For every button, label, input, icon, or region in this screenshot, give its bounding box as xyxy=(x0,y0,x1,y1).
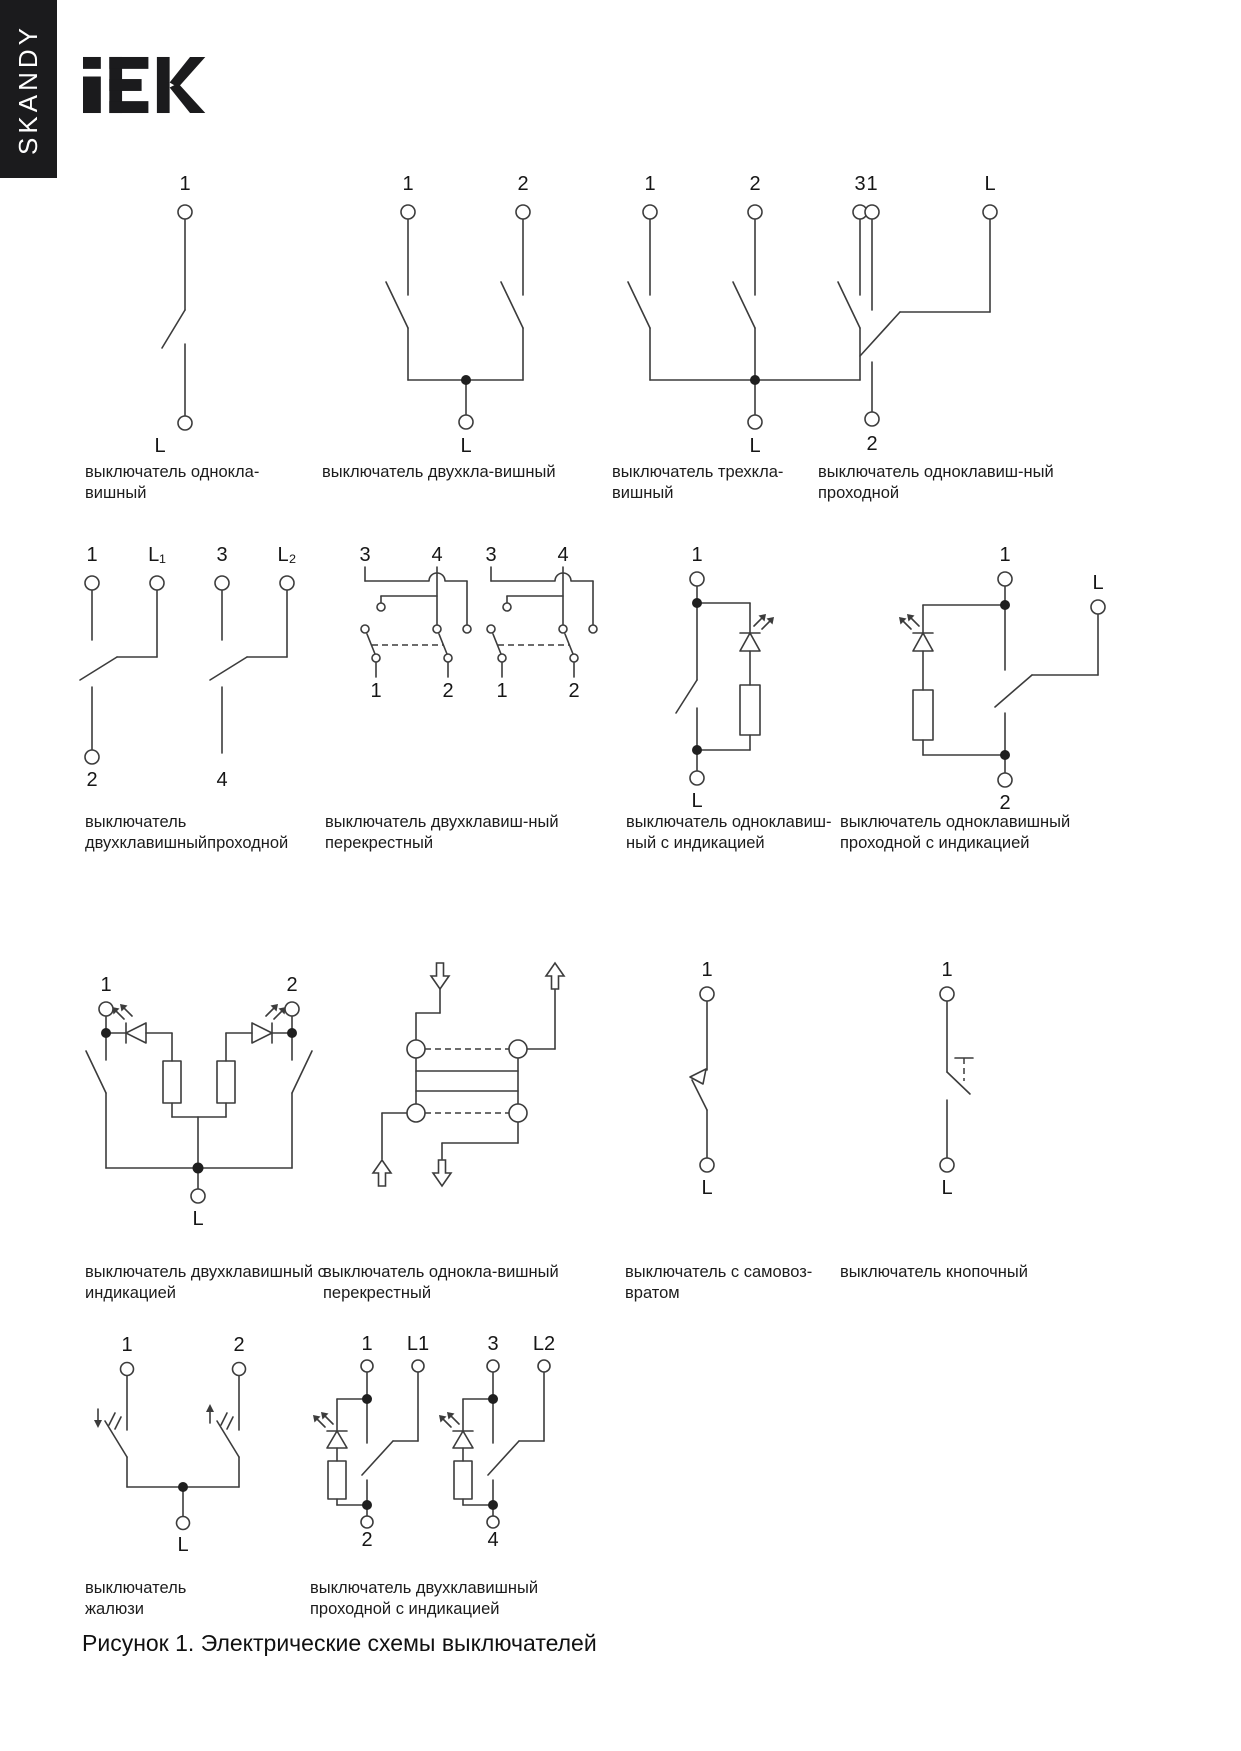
resistor-symbol xyxy=(217,1061,235,1103)
switch-lever-icon xyxy=(86,1051,106,1093)
terminal-label: 2 xyxy=(568,680,580,702)
diagram-caption xyxy=(85,812,330,854)
diagram-blinds-switch xyxy=(84,1335,314,1560)
junction-dot xyxy=(362,1500,372,1510)
switch-lever-icon xyxy=(676,680,697,713)
contact-circle xyxy=(503,603,511,611)
arrow-up-icon xyxy=(546,963,564,989)
terminal-label: L xyxy=(460,435,472,457)
junction-dot xyxy=(488,1394,498,1404)
terminal-label: L₁ xyxy=(148,544,166,566)
diagram-two-gang-two-way-switch xyxy=(72,545,312,795)
diagram-two-gang-intermediate-switch xyxy=(345,545,605,710)
terminal-circle xyxy=(998,773,1012,787)
terminal-label: 3 xyxy=(216,544,228,566)
switch-lever-icon xyxy=(493,634,501,654)
caption-line: выключатель однокла-вишный xyxy=(323,1263,559,1281)
wires xyxy=(947,1001,973,1158)
terminal-circle xyxy=(401,205,415,219)
switch-lever-icon xyxy=(860,312,900,356)
contact-circle xyxy=(444,654,452,662)
terminal-label: 1 xyxy=(361,1333,373,1355)
terminal-label: 1 xyxy=(86,544,98,566)
contact-circle xyxy=(570,654,578,662)
diagram-caption xyxy=(85,462,320,504)
terminal-label: 2 xyxy=(866,433,878,455)
terminal-label: L xyxy=(192,1208,204,1230)
terminal-label: 2 xyxy=(86,769,98,791)
arrow-up-icon xyxy=(373,1160,391,1186)
diagram-two-gang-switch-with-indicator xyxy=(84,975,354,1230)
wires xyxy=(80,590,287,753)
terminal-label: 3 xyxy=(485,544,497,566)
diagram-caption xyxy=(322,462,557,483)
switch-lever-icon xyxy=(733,282,755,328)
terminal-circle xyxy=(285,1002,299,1016)
caption-line: ный с индикацией xyxy=(626,834,765,853)
contact-circle xyxy=(377,603,385,611)
junction-dot xyxy=(750,375,760,385)
terminal-circle xyxy=(865,205,879,219)
junction-dot xyxy=(362,1394,372,1404)
contact-circle xyxy=(487,625,495,633)
contact-circle xyxy=(559,625,567,633)
caption-line: выключатель одноклавиш-ный xyxy=(818,463,1054,481)
terminal-label: 3 xyxy=(359,544,371,566)
figure-caption: Рисунок 1. Электрические схемы выключателей xyxy=(82,1630,597,1656)
terminal-circle xyxy=(690,572,704,586)
caption-line: перекрестный xyxy=(323,1284,432,1303)
terminal-circle xyxy=(233,1363,246,1376)
caption-line: жалюзи xyxy=(85,1600,144,1619)
terminal-circle xyxy=(487,1516,499,1528)
terminal-circle xyxy=(178,205,192,219)
caption-line: двухклавишныйпроходной xyxy=(85,834,289,853)
junction-dot xyxy=(692,745,702,755)
arrow-down-head xyxy=(94,1420,102,1428)
switch-lever-icon xyxy=(292,1051,312,1093)
diagram-caption xyxy=(85,1578,295,1620)
switch-lever-icon xyxy=(565,634,573,654)
caption-line: выключатель двухклавишный xyxy=(310,1579,539,1597)
contact-circle xyxy=(509,1040,527,1058)
terminal-label: L₂ xyxy=(277,544,297,566)
diagram-momentary-switch xyxy=(640,960,770,1200)
led-icon xyxy=(126,1023,146,1043)
switch-lever-icon xyxy=(628,282,650,328)
junction-dot xyxy=(461,375,471,385)
terminal-label: 2 xyxy=(233,1334,245,1356)
caption-line: выключатель с самовоз- xyxy=(625,1263,813,1281)
caption-line: проходной с индикацией xyxy=(310,1600,500,1619)
terminal-label: L1 xyxy=(406,1333,430,1355)
contact-circle xyxy=(407,1104,425,1122)
diagram-caption xyxy=(612,462,837,504)
terminal-label: L2 xyxy=(532,1333,556,1355)
terminal-circle xyxy=(215,576,229,590)
wires xyxy=(676,586,760,771)
terminal-circle xyxy=(940,987,954,1001)
junction-dot xyxy=(178,1482,188,1492)
switch-lever-icon xyxy=(439,634,447,654)
led-icon xyxy=(252,1023,272,1043)
switch-lever-icon xyxy=(692,1080,707,1110)
terminal-label: 1 xyxy=(941,959,953,981)
diagram-caption xyxy=(840,812,1100,854)
junction-dot xyxy=(193,1163,204,1174)
led-icon xyxy=(453,1431,473,1448)
iek-logo xyxy=(83,55,207,115)
switch-lever-icon xyxy=(995,675,1032,707)
junction-dot xyxy=(287,1028,297,1038)
wires xyxy=(162,219,185,416)
resistor-symbol xyxy=(454,1461,472,1499)
terminal-label: 1 xyxy=(644,173,656,195)
terminal-circle xyxy=(361,1516,373,1528)
terminal-circle xyxy=(412,1360,424,1372)
terminal-label: L xyxy=(691,790,703,812)
caption-line: выключатель двухкла-вишный xyxy=(322,463,556,481)
contact-circle xyxy=(589,625,597,633)
terminal-circle xyxy=(487,1360,499,1372)
terminal-circle xyxy=(459,415,473,429)
resistor-symbol xyxy=(328,1461,346,1499)
banner-label: SKANDY xyxy=(13,23,44,155)
terminal-circle xyxy=(700,987,714,1001)
wires xyxy=(386,219,523,415)
diagram-caption xyxy=(310,1578,580,1620)
terminal-circle xyxy=(121,1363,134,1376)
caption-line: выключатель кнопочный xyxy=(840,1263,1028,1281)
terminal-label: 1 xyxy=(121,1334,133,1356)
terminal-label: 1 xyxy=(701,959,713,981)
caption-line: перекрестный xyxy=(325,834,434,853)
terminal-label: 1 xyxy=(402,173,414,195)
contact-circle xyxy=(498,654,506,662)
wire-crossover-hop xyxy=(491,573,593,581)
diagram-one-gang-two-way-switch xyxy=(830,160,1020,460)
junction-dot xyxy=(101,1028,111,1038)
terminal-label: 2 xyxy=(361,1529,373,1551)
caption-line: выключатель xyxy=(85,813,187,831)
terminal-label: 2 xyxy=(286,974,298,996)
caption-line: выключатель двухклавишный с xyxy=(85,1263,326,1281)
wires xyxy=(913,586,1098,773)
contact-circle xyxy=(407,1040,425,1058)
wires xyxy=(628,219,860,415)
diagram-caption xyxy=(626,812,841,854)
switch-lever-icon xyxy=(367,634,375,654)
diagram-two-gang-switch xyxy=(378,160,558,460)
diagram-caption xyxy=(840,1262,1075,1283)
terminal-label: 4 xyxy=(557,544,569,566)
terminal-label: 3 xyxy=(487,1333,499,1355)
terminal-circle xyxy=(700,1158,714,1172)
switch-lever-icon xyxy=(488,1441,519,1475)
contact-circle xyxy=(361,625,369,633)
terminal-label: 4 xyxy=(487,1529,499,1551)
terminal-label: 4 xyxy=(216,769,228,791)
junction-dot xyxy=(1000,600,1010,610)
wires xyxy=(327,1372,418,1516)
terminal-circle xyxy=(1091,600,1105,614)
terminal-label: L xyxy=(984,173,996,195)
diagram-caption xyxy=(818,462,1058,504)
diagram-two-gang-two-way-switch-with-indicator xyxy=(305,1335,615,1555)
caption-line: вратом xyxy=(625,1284,680,1303)
terminal-circle xyxy=(191,1189,205,1203)
caption-line: выключатель однокла-вишный xyxy=(85,463,260,503)
diagram-one-gang-switch xyxy=(112,160,262,460)
switch-lever-icon xyxy=(501,282,523,328)
diagram-one-gang-two-way-switch-with-indicator xyxy=(880,545,1120,815)
terminal-circle xyxy=(690,771,704,785)
terminal-circle xyxy=(178,416,192,430)
diagram-push-button-switch xyxy=(880,960,1010,1200)
terminal-circle xyxy=(643,205,657,219)
skandy-sidebar-banner xyxy=(0,0,57,178)
terminal-label: 1 xyxy=(866,173,878,195)
switch-lever-icon xyxy=(210,657,247,680)
terminal-circle xyxy=(983,205,997,219)
diagram-one-gang-intermediate-switch xyxy=(350,955,590,1195)
terminal-label: L xyxy=(177,1534,189,1556)
terminal-circle xyxy=(85,750,99,764)
junction-dot xyxy=(1000,750,1010,760)
switch-lever-icon xyxy=(162,310,185,348)
wires xyxy=(860,219,990,412)
switch-lever-icon xyxy=(947,1072,970,1094)
led-icon xyxy=(913,633,933,651)
terminal-circle xyxy=(361,1360,373,1372)
terminal-circle xyxy=(748,205,762,219)
terminal-circle xyxy=(865,412,879,426)
arrow-down-icon xyxy=(433,1160,451,1186)
terminal-label: 4 xyxy=(431,544,443,566)
contact-circle xyxy=(372,654,380,662)
junction-dot xyxy=(692,598,702,608)
switch-lever-icon xyxy=(362,1441,393,1475)
terminal-label: 2 xyxy=(749,173,761,195)
wires xyxy=(453,1372,544,1516)
contact-circle xyxy=(463,625,471,633)
contact-circle xyxy=(509,1104,527,1122)
diagram-caption xyxy=(325,812,580,854)
terminal-label: 1 xyxy=(496,680,508,702)
caption-line: выключатель двухклавиш-ный xyxy=(325,813,559,831)
contact-circle xyxy=(433,625,441,633)
terminal-circle xyxy=(280,576,294,590)
terminal-label: 3 xyxy=(854,173,866,195)
diagram-caption xyxy=(323,1262,568,1304)
terminal-label: L xyxy=(1092,572,1104,594)
arrow-down-icon xyxy=(431,963,449,989)
wires xyxy=(382,989,555,1159)
terminal-circle xyxy=(940,1158,954,1172)
terminal-label: 2 xyxy=(517,173,529,195)
terminal-circle xyxy=(516,205,530,219)
terminal-label: 1 xyxy=(179,173,191,195)
diagram-caption xyxy=(625,1262,845,1304)
diagram-one-gang-switch-with-indicator xyxy=(640,545,810,815)
terminal-label: 1 xyxy=(100,974,112,996)
caption-line: выключатель трехкла-вишный xyxy=(612,463,784,503)
junction-dot xyxy=(488,1500,498,1510)
terminal-label: 1 xyxy=(370,680,382,702)
terminal-label: L xyxy=(154,435,166,457)
terminal-label: L xyxy=(941,1177,953,1199)
wires xyxy=(690,1001,707,1158)
terminal-label: 2 xyxy=(999,792,1011,814)
caption-line: проходной xyxy=(818,484,900,503)
caption-line: выключатель одноклавиш- xyxy=(626,813,832,831)
wires xyxy=(98,1376,239,1516)
terminal-circle xyxy=(150,576,164,590)
terminal-circle xyxy=(177,1517,190,1530)
terminal-label: 2 xyxy=(442,680,454,702)
switch-lever-icon xyxy=(80,657,117,680)
caption-line: индикацией xyxy=(85,1284,176,1303)
terminal-circle xyxy=(998,572,1012,586)
resistor-symbol xyxy=(163,1061,181,1103)
terminal-circle xyxy=(99,1002,113,1016)
caption-line: выключатель xyxy=(85,1579,187,1597)
terminal-label: L xyxy=(749,435,761,457)
terminal-circle xyxy=(538,1360,550,1372)
caption-line: выключатель одноклавишный xyxy=(840,813,1071,831)
switch-lever-icon xyxy=(386,282,408,328)
diagram-caption xyxy=(85,1262,345,1304)
terminal-label: 1 xyxy=(691,544,703,566)
resistor-symbol xyxy=(913,690,933,740)
caption-line: проходной с индикацией xyxy=(840,834,1030,853)
terminal-label: L xyxy=(701,1177,713,1199)
resistor-symbol xyxy=(740,685,760,735)
led-icon xyxy=(327,1431,347,1448)
terminal-circle xyxy=(85,576,99,590)
wire-crossover-hop xyxy=(365,573,467,581)
arrow-up-head xyxy=(206,1404,214,1412)
led-icon xyxy=(740,633,760,651)
terminal-circle xyxy=(748,415,762,429)
terminal-label: 1 xyxy=(999,544,1011,566)
